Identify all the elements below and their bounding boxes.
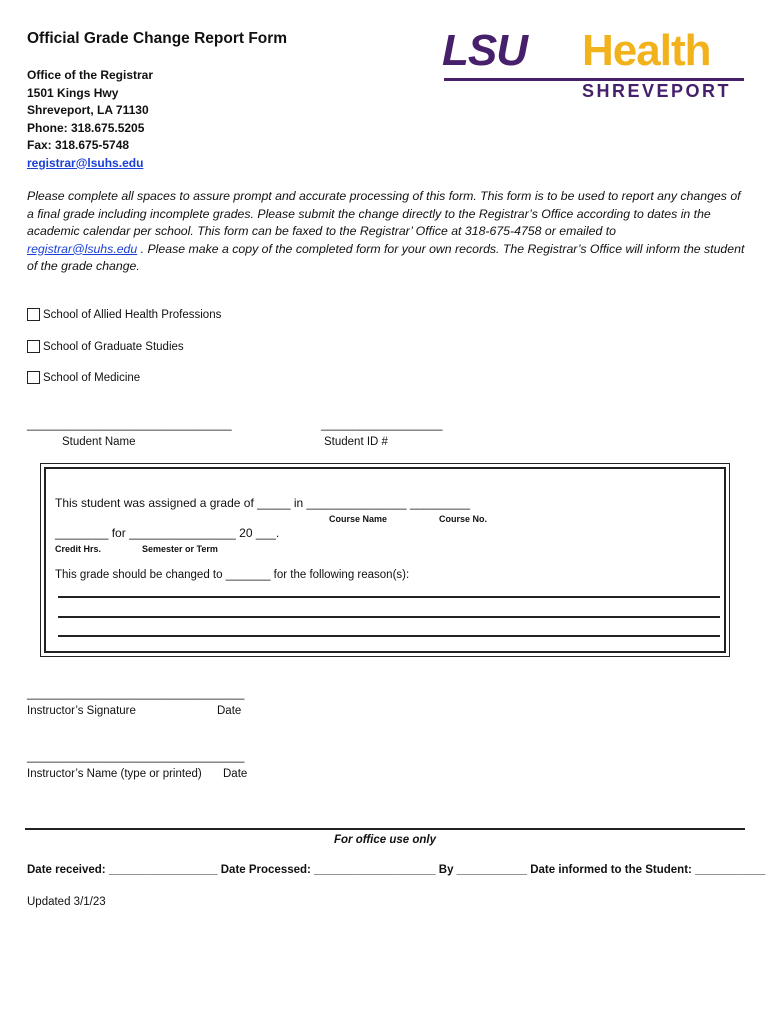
course-no-label: Course No. <box>439 514 488 524</box>
signature-date-label: Date <box>217 705 242 717</box>
office-name: Office of the Registrar <box>27 68 154 82</box>
form-title: Official Grade Change Report Form <box>27 30 288 47</box>
logo-lsu: LSU <box>442 26 527 75</box>
school-label: School of Medicine <box>43 371 141 384</box>
office-divider <box>25 828 745 830</box>
registrar-address <box>27 67 153 172</box>
credit-hrs-label: Credit Hrs. <box>55 544 102 554</box>
lsu-health-logo <box>442 26 746 106</box>
student-name-field[interactable]: ________________________________ <box>27 419 232 431</box>
checkbox[interactable] <box>27 371 40 384</box>
instructor-name-label: Instructor’s Name (type or printed) <box>27 768 202 780</box>
city: Shreveport, LA 71130 <box>27 103 149 117</box>
office-dates-row: Date received: _________________ Date Processed: ___________________ By ___________ Date informed to the Student: ___________ <box>27 864 766 876</box>
school-option-allied-health[interactable] <box>27 308 221 321</box>
school-option-graduate[interactable] <box>27 340 184 353</box>
student-id-label: Student ID # <box>324 436 388 448</box>
intro-text-2: . Please make a copy of the completed form for your own records. The Registrar’s Office will inform the student of the grade change. <box>27 241 745 273</box>
credit-term-line[interactable]: ________ for ________________ 20 ___. <box>55 526 280 540</box>
updated-date: Updated 3/1/23 <box>27 896 106 908</box>
instructor-name-field[interactable]: __________________________________ <box>27 751 245 763</box>
checkbox[interactable] <box>27 340 40 353</box>
grade-change-box <box>40 463 730 657</box>
office-use-heading: For office use only <box>333 834 437 846</box>
name-date-label: Date <box>223 768 248 780</box>
instructor-signature-field[interactable]: __________________________________ <box>27 688 245 700</box>
reason-line-2[interactable] <box>58 616 720 618</box>
course-name-label: Course Name <box>329 514 388 524</box>
logo-campus: SHREVEPORT <box>582 81 732 101</box>
fax: Fax: 318.675-5748 <box>27 138 130 152</box>
semester-label: Semester or Term <box>142 544 218 554</box>
logo-health: Health <box>582 26 711 75</box>
student-id-field[interactable]: ___________________ <box>321 419 443 431</box>
street: 1501 Kings Hwy <box>27 85 119 100</box>
school-label: School of Allied Health Professions <box>43 308 222 321</box>
checkbox[interactable] <box>27 308 40 321</box>
phone: Phone: 318.675.5205 <box>27 120 145 135</box>
intro-email-link[interactable]: registrar@lsuhs.edu <box>27 241 138 256</box>
instructions-paragraph <box>27 188 747 276</box>
school-option-medicine[interactable] <box>27 371 140 384</box>
school-label: School of Graduate Studies <box>43 340 184 353</box>
grade-change-box-inner <box>44 467 726 653</box>
changed-grade-line[interactable]: This grade should be changed to _______ for the following reason(s): <box>55 569 410 581</box>
assigned-grade-line[interactable]: This student was assigned a grade of _____ in _______________ _________ <box>55 496 471 510</box>
instructor-signature-label: Instructor’s Signature <box>27 705 136 717</box>
reason-line-3[interactable] <box>58 635 720 637</box>
intro-text-1: Please complete all spaces to assure prompt and accurate processing of this form. This form is to be used to report any changes of a final grade including incomplete grades. Please submit the change directly to the Registrar’s Office according to dates in the academic calendar per school. This form can be faxed to the Registrar’ Office at 318-675-4758 or emailed to <box>27 189 741 238</box>
student-name-label: Student Name <box>62 436 136 448</box>
email-link[interactable]: registrar@lsuhs.edu <box>27 155 144 170</box>
reason-line-1[interactable] <box>58 596 720 598</box>
